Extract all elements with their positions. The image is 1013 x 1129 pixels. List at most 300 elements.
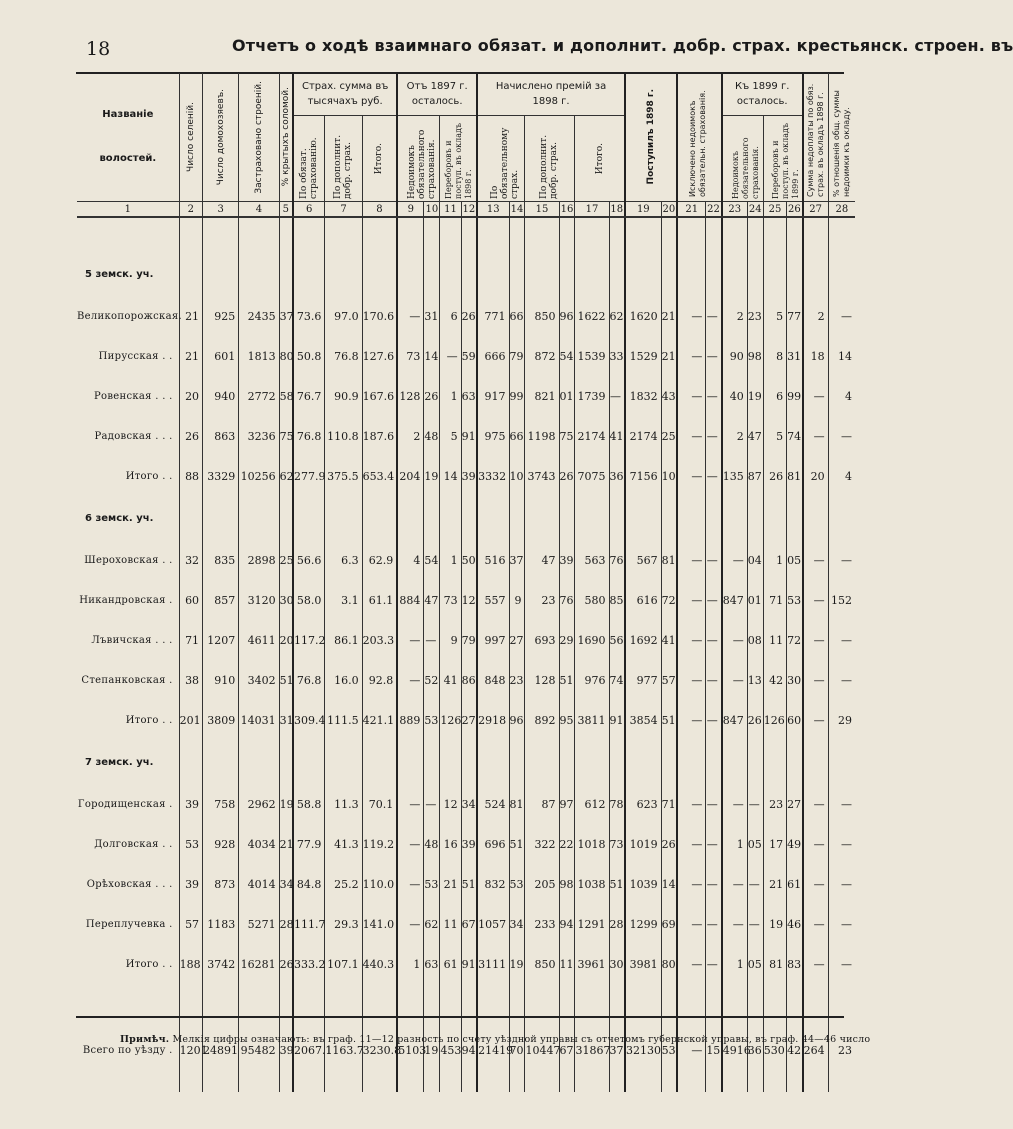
table-cell: —	[397, 660, 424, 700]
table-cell: 36	[747, 1030, 763, 1070]
charged-line2: 1898 г.	[532, 96, 570, 107]
spacer-cell	[397, 1070, 424, 1092]
table-cell: 152	[828, 580, 855, 620]
spacer-cell	[424, 740, 440, 784]
table-cell: 76	[559, 580, 575, 620]
table-cell: 205	[525, 864, 559, 904]
table-cell: —	[677, 416, 706, 456]
table-cell: 2	[397, 416, 424, 456]
column-number: 27	[803, 202, 829, 218]
header-c6-text: По обязат. страхованію.	[299, 136, 320, 199]
table-cell: —	[677, 296, 706, 336]
spacer-cell	[279, 1070, 293, 1092]
volost-name: Шероховская . .	[84, 554, 173, 566]
spacer-cell	[559, 984, 575, 1030]
table-cell: —	[803, 660, 829, 700]
table-cell: —	[706, 660, 722, 700]
spacer-cell	[179, 984, 202, 1030]
table-cell: 25	[279, 540, 293, 580]
spacer-cell	[362, 1070, 397, 1092]
table-cell: 203.3	[362, 620, 397, 660]
table-cell: 1207	[203, 620, 239, 660]
spacer-cell	[239, 496, 279, 540]
header-c25	[763, 116, 802, 202]
spacer-cell	[575, 496, 609, 540]
table-cell: 05	[747, 944, 763, 984]
spacer-cell	[325, 217, 362, 252]
table-cell: —	[803, 784, 829, 824]
left1897-line1: Отъ 1897 г.	[406, 81, 468, 92]
table-cell: 74	[609, 660, 625, 700]
table-cell: 50.8	[293, 336, 325, 376]
spacer-cell	[661, 740, 677, 784]
table-cell: 16	[440, 824, 461, 864]
column-number: 18	[609, 202, 625, 218]
table-cell: 71	[179, 620, 202, 660]
header-c11-text: Переборовъ и поступ. въ окладъ 1898 г.	[444, 122, 474, 199]
table-cell: 110.0	[362, 864, 397, 904]
table-cell: 128	[525, 660, 559, 700]
table-cell: 25.2	[325, 864, 362, 904]
table-cell: 52	[424, 660, 440, 700]
table-cell: —	[397, 296, 424, 336]
spacer-cell	[559, 740, 575, 784]
spacer-cell	[293, 496, 325, 540]
table-cell: 23	[763, 784, 786, 824]
spacer-cell	[609, 252, 625, 296]
table-cell: —	[706, 456, 722, 496]
table-cell: 928	[203, 824, 239, 864]
table-cell: 62	[609, 296, 625, 336]
spacer-cell	[677, 252, 706, 296]
table-cell: 119.2	[362, 824, 397, 864]
table-cell: 60	[787, 700, 803, 740]
table-cell: 1620	[625, 296, 661, 336]
column-number: 3	[203, 202, 239, 218]
table-cell: 127.6	[362, 336, 397, 376]
section-title: 5 земск. уч.	[85, 268, 154, 280]
table-cell: 53	[424, 864, 440, 904]
table-cell: 88	[179, 456, 202, 496]
header-c13	[477, 116, 525, 202]
page-title: Отчетъ о ходѣ взаимнаго обязат. и дополнит. добр. страх. крестьянск. строен. въ	[232, 36, 1013, 55]
table-row	[77, 580, 855, 620]
spacer-cell	[239, 740, 279, 784]
table-cell: —	[677, 336, 706, 376]
table-cell: 61	[787, 864, 803, 904]
spacer-cell	[787, 984, 803, 1030]
left1897-line2: осталось.	[411, 96, 463, 107]
column-number: 16	[559, 202, 575, 218]
table-cell: 51	[609, 864, 625, 904]
table-cell: —	[828, 416, 855, 456]
spacer-cell	[828, 252, 855, 296]
header-c5	[279, 73, 293, 202]
spacer-cell	[706, 1070, 722, 1092]
table-cell: —	[747, 784, 763, 824]
table-cell: 28	[279, 904, 293, 944]
section-title: 6 земск. уч.	[85, 512, 154, 524]
spacer-cell	[461, 984, 477, 1030]
table-cell: 111.5	[325, 700, 362, 740]
spacer-cell	[803, 252, 829, 296]
table-cell: 1	[722, 824, 748, 864]
table-cell: 1	[397, 944, 424, 984]
table-cell: —	[706, 944, 722, 984]
spacer-cell	[763, 252, 786, 296]
table-cell: 696	[477, 824, 509, 864]
table-cell: 37	[509, 540, 525, 580]
table-cell: 17	[763, 824, 786, 864]
spacer-cell	[509, 1070, 525, 1092]
spacer-cell	[722, 217, 748, 252]
volost-name: Лъвичская . . .	[91, 634, 173, 646]
table-cell: 59	[461, 336, 477, 376]
table-cell: —	[803, 620, 829, 660]
spacer-cell	[424, 217, 440, 252]
table-cell: 91	[461, 416, 477, 456]
spacer-cell	[77, 217, 179, 252]
spacer-cell	[625, 740, 661, 784]
table-cell: 97	[559, 784, 575, 824]
sumarrears-text: Сумма недоплаты по обяз. страх. въ окладъ 1898 г.	[805, 83, 825, 197]
table-cell: 5103	[397, 1030, 424, 1070]
table-cell: 22	[559, 824, 575, 864]
table-cell: 18	[803, 336, 829, 376]
volost-name: Итого . .	[125, 714, 173, 726]
table-cell: 14	[440, 456, 461, 496]
table-cell: 3120	[239, 580, 279, 620]
table-cell: 516	[477, 540, 509, 580]
table-cell: 73	[440, 580, 461, 620]
volost-name: Итого . .	[125, 958, 173, 970]
table-cell: 41	[440, 660, 461, 700]
table-cell: 322	[525, 824, 559, 864]
table-cell: 11	[440, 904, 461, 944]
table-cell: 1692	[625, 620, 661, 660]
table-cell: 277.9	[293, 456, 325, 496]
column-number: 25	[763, 202, 786, 218]
table-cell: 1038	[575, 864, 609, 904]
spacer-cell	[677, 740, 706, 784]
table-cell: 58	[279, 376, 293, 416]
header-c4	[239, 73, 279, 202]
table-cell: 62.9	[362, 540, 397, 580]
table-cell: —	[677, 824, 706, 864]
table-cell: —	[677, 944, 706, 984]
spacer-cell	[747, 1070, 763, 1092]
spacer-cell	[279, 984, 293, 1030]
table-cell: —	[677, 700, 706, 740]
table-cell: 111.7	[293, 904, 325, 944]
table-cell: 67	[461, 904, 477, 944]
table-cell: 2	[722, 416, 748, 456]
table-cell: 57	[179, 904, 202, 944]
header-c3-text: Число домохозяевъ.	[215, 88, 226, 186]
table-cell: 04	[747, 540, 763, 580]
table-cell: 204	[397, 456, 424, 496]
volost-name: Всего по уѣзду .	[82, 1044, 173, 1056]
header-c2	[179, 73, 202, 202]
table-cell: 201	[179, 700, 202, 740]
table-cell: 26	[279, 944, 293, 984]
spacer-cell	[362, 740, 397, 784]
spacer-cell	[461, 496, 477, 540]
table-cell: 39	[179, 784, 202, 824]
table-cell: 76	[609, 540, 625, 580]
table-cell: 51	[559, 660, 575, 700]
column-number: 13	[477, 202, 509, 218]
table-cell: 80	[661, 944, 677, 984]
table-cell: —	[397, 904, 424, 944]
spacer-cell	[179, 496, 202, 540]
table-cell: 72	[787, 620, 803, 660]
table-cell: 977	[625, 660, 661, 700]
table-cell: 60	[179, 580, 202, 620]
table-cell: 107.1	[325, 944, 362, 984]
table-cell: 1018	[575, 824, 609, 864]
spacer-cell	[461, 740, 477, 784]
table-cell: 4916	[722, 1030, 748, 1070]
table-cell: 6	[440, 296, 461, 336]
spacer-cell	[440, 984, 461, 1030]
spacer-cell	[609, 984, 625, 1030]
volost-name: Ровенская . . .	[94, 390, 173, 402]
table-cell: 08	[747, 620, 763, 660]
volost-name: Орѣховская . . .	[86, 878, 173, 890]
table-cell: —	[747, 904, 763, 944]
table-cell: —	[706, 580, 722, 620]
column-number: 5	[279, 202, 293, 218]
table-cell: 563	[575, 540, 609, 580]
table-cell: 29.3	[325, 904, 362, 944]
table-cell: 771	[477, 296, 509, 336]
column-number: 9	[397, 202, 424, 218]
table-cell: 79	[509, 336, 525, 376]
left1899-line1: Къ 1899 г.	[735, 81, 790, 92]
table-cell: 3332	[477, 456, 509, 496]
table-cell: 2435	[239, 296, 279, 336]
table-cell: 99	[787, 376, 803, 416]
table-cell: 30	[279, 580, 293, 620]
table-cell: 26	[661, 824, 677, 864]
spacer-cell	[293, 217, 325, 252]
table-cell: 32	[179, 540, 202, 580]
table-cell: —	[706, 416, 722, 456]
table-cell: —	[424, 620, 440, 660]
table-cell: 821	[525, 376, 559, 416]
table-cell: 3961	[575, 944, 609, 984]
spacer-cell	[787, 217, 803, 252]
table-cell: 863	[203, 416, 239, 456]
table-cell: 47	[424, 580, 440, 620]
table-cell: 84.8	[293, 864, 325, 904]
table-cell: 39	[279, 1030, 293, 1070]
header-c6	[293, 116, 325, 202]
table-cell: 98	[747, 336, 763, 376]
spacer-cell	[661, 217, 677, 252]
table-cell: 4611	[239, 620, 279, 660]
table-cell: 76.8	[325, 336, 362, 376]
spacer-cell	[722, 984, 748, 1030]
table-cell: —	[397, 864, 424, 904]
spacer-cell	[424, 1070, 440, 1092]
table-cell: 3.1	[325, 580, 362, 620]
table-cell: —	[677, 580, 706, 620]
header-c2-text: Число селеній.	[185, 102, 196, 172]
charged-line1: Начислено премій за	[495, 81, 607, 92]
table-cell: 31	[279, 700, 293, 740]
table-cell: 66	[509, 296, 525, 336]
table-cell: 5	[763, 416, 786, 456]
table-cell: 53	[179, 824, 202, 864]
table-cell: 26	[559, 456, 575, 496]
table-cell: —	[722, 540, 748, 580]
table-cell: 14031	[239, 700, 279, 740]
table-cell: 23	[509, 660, 525, 700]
table-cell: 167.6	[362, 376, 397, 416]
spacer-cell	[747, 740, 763, 784]
spacer-cell	[525, 1070, 559, 1092]
table-cell: 78	[609, 784, 625, 824]
table-cell: 05	[747, 824, 763, 864]
table-cell: 170.6	[362, 296, 397, 336]
spacer-cell	[424, 496, 440, 540]
spacer-cell	[803, 740, 829, 784]
column-number-row	[77, 202, 855, 218]
table-row	[77, 904, 855, 944]
table-cell: 1057	[477, 904, 509, 944]
column-number: 6	[293, 202, 325, 218]
spacer-cell	[279, 217, 293, 252]
spacer-cell	[293, 1070, 325, 1092]
spacer-cell	[763, 984, 786, 1030]
table-cell: —	[828, 904, 855, 944]
spacer-cell	[525, 740, 559, 784]
table-cell: 421.1	[362, 700, 397, 740]
table-cell: 264	[803, 1030, 829, 1070]
table-cell: 925	[203, 296, 239, 336]
table-cell: 21	[763, 864, 786, 904]
table-cell: 29	[559, 620, 575, 660]
table-cell: 34	[509, 904, 525, 944]
header-group-left1899	[722, 73, 803, 116]
table-cell: —	[828, 620, 855, 660]
spacer-cell	[397, 496, 424, 540]
table-cell: 188	[179, 944, 202, 984]
table-cell: 375.5	[325, 456, 362, 496]
table-cell: —	[440, 336, 461, 376]
table-cell: 28	[609, 904, 625, 944]
spacer-cell	[509, 496, 525, 540]
spacer-cell	[787, 252, 803, 296]
table-cell: —	[677, 456, 706, 496]
table-cell: 1183	[203, 904, 239, 944]
spacer-cell	[525, 984, 559, 1030]
spacer-cell	[424, 984, 440, 1030]
column-number: 8	[362, 202, 397, 218]
spacer-cell	[325, 496, 362, 540]
table-cell: 10447	[525, 1030, 559, 1070]
table-cell: 1739	[575, 376, 609, 416]
table-cell: 601	[203, 336, 239, 376]
table-cell: 976	[575, 660, 609, 700]
header-group-left1897	[397, 73, 477, 116]
column-number: 26	[787, 202, 803, 218]
table-cell: 889	[397, 700, 424, 740]
table-cell: 27	[461, 700, 477, 740]
spacer-cell	[625, 252, 661, 296]
table-cell: 847	[722, 580, 748, 620]
table-cell: 86.1	[325, 620, 362, 660]
table-cell: —	[722, 904, 748, 944]
table-cell: 128	[397, 376, 424, 416]
table-cell: 21	[179, 336, 202, 376]
table-cell: 50	[461, 540, 477, 580]
header-c7	[325, 116, 362, 202]
table-cell: —	[828, 296, 855, 336]
table-cell: 05	[787, 540, 803, 580]
spacer-cell	[661, 252, 677, 296]
spacer-cell	[763, 740, 786, 784]
table-cell: 34	[461, 784, 477, 824]
spacer-cell	[828, 496, 855, 540]
spacer-cell	[397, 252, 424, 296]
table-cell: 1690	[575, 620, 609, 660]
table-cell: —	[677, 784, 706, 824]
column-number: 19	[625, 202, 661, 218]
table-cell: 14	[424, 336, 440, 376]
table-cell: —	[677, 1030, 706, 1070]
table-cell: —	[828, 784, 855, 824]
table-cell: 530	[763, 1030, 786, 1070]
table-cell: 3981	[625, 944, 661, 984]
header-c9-text: Недоимокъ обязательного страхованія.	[406, 129, 437, 199]
spacer-cell	[440, 496, 461, 540]
spacer-cell	[239, 1070, 279, 1092]
left1899-line2: осталось.	[736, 96, 788, 107]
table-cell: 62	[424, 904, 440, 944]
volost-name: Итого . .	[125, 470, 173, 482]
table-cell: 63	[424, 944, 440, 984]
table-cell: 6	[763, 376, 786, 416]
header-c25-text: Переборовъ и поступ. въ окладъ 1899 г.	[770, 122, 800, 199]
header-excluded	[677, 73, 722, 202]
table-cell: 43	[661, 376, 677, 416]
table-cell: 847	[722, 700, 748, 740]
table-cell: —	[803, 864, 829, 904]
spacer-cell	[706, 740, 722, 784]
table-cell: 10256	[239, 456, 279, 496]
volost-name: Долговская . .	[94, 838, 173, 850]
spacer-cell	[239, 217, 279, 252]
table-cell: —	[677, 376, 706, 416]
table-cell: 693	[525, 620, 559, 660]
table-cell: 96	[509, 700, 525, 740]
table-cell: —	[706, 904, 722, 944]
table-cell: 2898	[239, 540, 279, 580]
table-cell: 71	[661, 784, 677, 824]
table-cell: 557	[477, 580, 509, 620]
volost-name: Пирусская . .	[98, 350, 173, 362]
table-cell: 835	[203, 540, 239, 580]
table-cell: 940	[203, 376, 239, 416]
table-cell: 453	[440, 1030, 461, 1070]
spacer-cell	[722, 496, 748, 540]
table-cell: 33	[609, 336, 625, 376]
column-number: 15	[525, 202, 559, 218]
table-cell: 1291	[575, 904, 609, 944]
